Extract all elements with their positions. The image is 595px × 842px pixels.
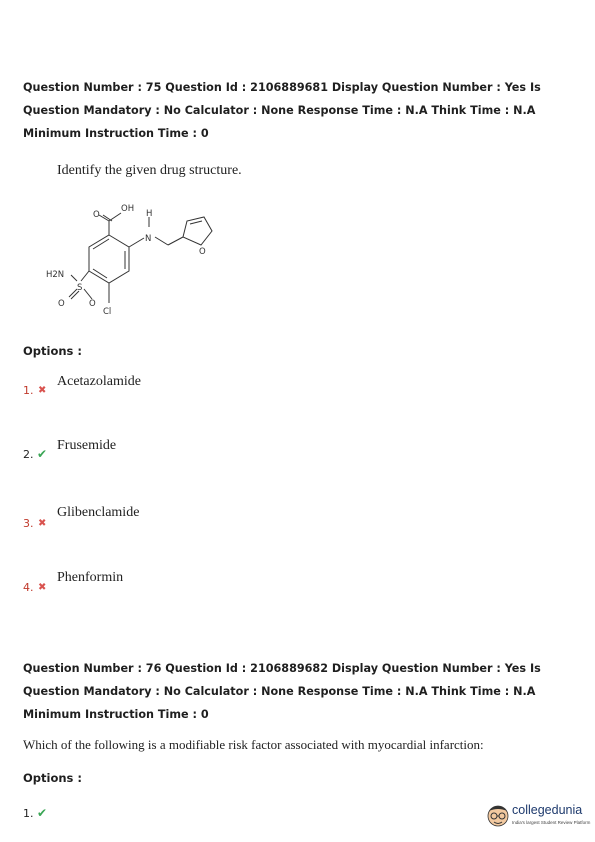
wrong-icon: ✖ bbox=[38, 385, 47, 396]
logo-name: collegedunia bbox=[512, 803, 583, 817]
benzene-ring bbox=[89, 235, 129, 283]
furan-ring bbox=[183, 217, 212, 245]
logo-tagline: India's largest Student Review Platform bbox=[512, 820, 591, 825]
question-76-text: Which of the following is a modifiable risk factor associated with myocardial infarction: bbox=[23, 737, 484, 752]
svg-text:N: N bbox=[145, 234, 152, 244]
drug-structure-image bbox=[37, 197, 222, 319]
svg-text:O: O bbox=[93, 210, 100, 220]
svg-text:O: O bbox=[89, 299, 96, 309]
collegedunia-logo bbox=[486, 801, 590, 831]
option-4-text: Phenformin bbox=[57, 570, 124, 585]
svg-text:O: O bbox=[58, 299, 65, 309]
svg-text:O: O bbox=[199, 247, 206, 257]
option-1-text: Acetazolamide bbox=[57, 374, 141, 389]
check-icon: ✔ bbox=[37, 806, 48, 820]
options-label: Options : bbox=[23, 344, 82, 358]
option-1-number: 1. bbox=[23, 807, 34, 820]
svg-text:H2N: H2N bbox=[46, 270, 65, 280]
option-3-number: 3. bbox=[23, 517, 34, 530]
question-75-header: Question Number : 75 Question Id : 2106889681 Display Question Number : Yes Is Question Mandatory : No Calculator : None Response Time : N.A Think Time : N.A Minimum Instruction Time : 0 bbox=[23, 81, 541, 140]
question-75-text: Identify the given drug structure. bbox=[57, 163, 242, 178]
option-1-number: 1. bbox=[23, 384, 34, 397]
svg-text:OH: OH bbox=[121, 204, 135, 214]
wrong-icon: ✖ bbox=[38, 518, 47, 529]
option-4-number: 4. bbox=[23, 581, 34, 594]
wrong-icon: ✖ bbox=[38, 582, 47, 593]
options-label: Options : bbox=[23, 771, 82, 785]
svg-text:Cl: Cl bbox=[103, 307, 112, 317]
option-2-text: Frusemide bbox=[57, 438, 117, 453]
option-2-number: 2. bbox=[23, 448, 34, 461]
question-76-header: Question Number : 76 Question Id : 2106889682 Display Question Number : Yes Is Question Mandatory : No Calculator : None Response Time : N.A Think Time : N.A Minimum Instruction Time : 0 bbox=[23, 662, 541, 721]
check-icon: ✔ bbox=[37, 447, 48, 461]
svg-text:H: H bbox=[146, 209, 153, 219]
svg-text:S: S bbox=[77, 283, 83, 293]
mascot-icon bbox=[486, 801, 510, 829]
option-3-text: Glibenclamide bbox=[57, 505, 140, 520]
